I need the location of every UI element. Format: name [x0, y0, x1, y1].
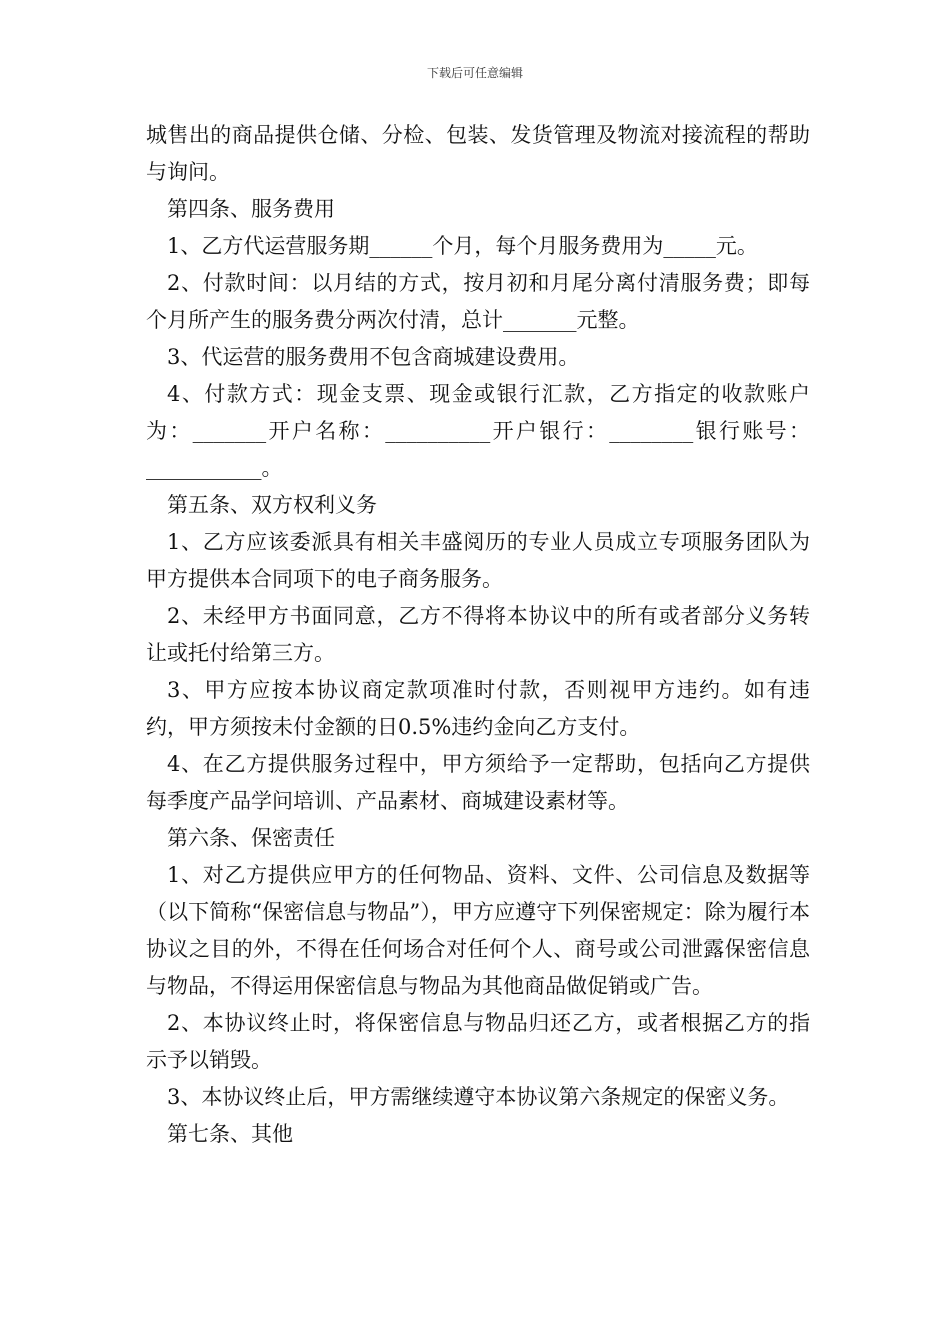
paragraph: 第五条、双方权利义务: [167, 493, 377, 517]
paragraph: 1、乙方代运营服务期______个月，每个月服务费用为_____元。: [167, 234, 758, 258]
paragraph: 1、对乙方提供应甲方的任何物品、资料、文件、公司信息及数据等（以下简称“保密信息与物品”），甲方应遵守下列保密规定：除为履行本协议之目的外，不得在任何场合对任何个人、商号或公司泄露保密信息与物品，不得运用保密信息与物品为其他商品做促销或广告。: [146, 863, 810, 998]
paragraph: 城售出的商品提供仓储、分检、包装、发货管理及物流对接流程的帮助与询问。: [146, 123, 810, 184]
paragraph: 第六条、保密责任: [167, 826, 335, 850]
paragraph: 4、在乙方提供服务过程中，甲方须给予一定帮助，包括向乙方提供每季度产品学问培训、产品素材、商城建设素材等。: [146, 752, 810, 813]
paragraph: 第七条、其他: [167, 1122, 293, 1146]
paragraph: 3、本协议终止后，甲方需继续遵守本协议第六条规定的保密义务。: [167, 1085, 790, 1109]
paragraph: 2、本协议终止时，将保密信息与物品归还乙方，或者根据乙方的指示予以销毁。: [146, 1011, 810, 1072]
paragraph: 2、未经甲方书面同意，乙方不得将本协议中的所有或者部分义务转让或托付给第三方。: [146, 604, 810, 665]
page-header: 下载后可任意编辑: [426, 66, 523, 80]
paragraph: 2、付款时间：以月结的方式，按月初和月尾分离付清服务费；即每个月所产生的服务费分两次付清，总计_______元整。: [146, 271, 810, 332]
paragraph: 第四条、服务费用: [167, 197, 335, 221]
paragraph: 3、代运营的服务费用不包含商城建设费用。: [167, 345, 580, 369]
document-body: [146, 117, 810, 1153]
paragraph: 3、甲方应按本协议商定款项准时付款，否则视甲方违约。如有违约，甲方须按未付金额的日0.5%违约金向乙方支付。: [146, 678, 810, 739]
paragraph: 1、乙方应该委派具有相关丰盛阅历的专业人员成立专项服务团队为甲方提供本合同项下的电子商务服务。: [146, 530, 810, 591]
paragraph: 4、付款方式：现金支票、现金或银行汇款，乙方指定的收款账户为：_______开户名称：__________开户银行：________银行账号：___________。: [146, 382, 810, 480]
